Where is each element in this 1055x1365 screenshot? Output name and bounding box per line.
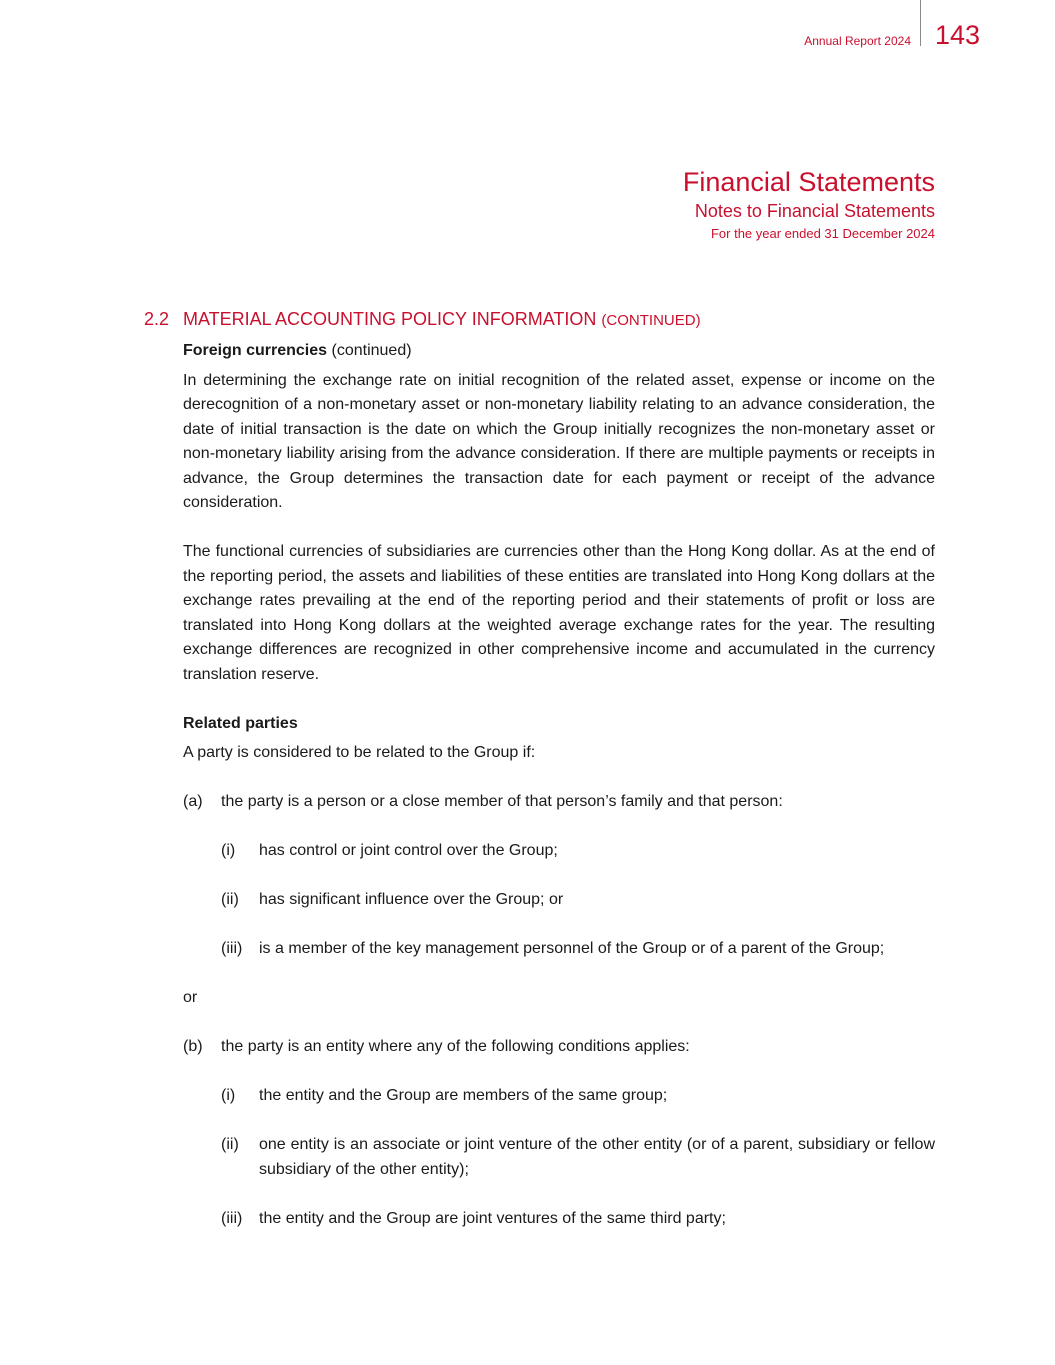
sub-list-item [221, 839, 935, 864]
subheading: Foreign currencies [183, 342, 328, 359]
or-connector: or [183, 989, 198, 1006]
sub-list-text: is a member of the key management personnel of the Group or of a parent of the Group; [259, 940, 885, 957]
list-label: (a) [183, 793, 203, 810]
section-number: 2.2 [144, 309, 170, 329]
section-title: MATERIAL ACCOUNTING POLICY INFORMATION [183, 309, 597, 329]
sub-list-label: (ii) [221, 1136, 239, 1153]
subheading-suffix: (continued) [331, 342, 412, 359]
sub-list-item [221, 1084, 935, 1109]
sub-list-label: (i) [221, 842, 236, 859]
related-parties-heading: Related parties [183, 714, 298, 732]
sub-list-label: (ii) [221, 891, 239, 908]
section-continued: (CONTINUED) [601, 312, 701, 329]
report-name: Annual Report 2024 [804, 34, 911, 48]
sub-list-text: the entity and the Group are joint ventures of the same third party; [259, 1209, 726, 1227]
sub-list-item [221, 937, 935, 962]
sub-list-text: one entity is an associate or joint venture of the other entity (or of a parent, subsidiary or fellow subsidiary of the other entity); [259, 1136, 935, 1178]
paragraph: The functional currencies of subsidiaries are currencies other than the Hong Kong dollar. As at the end of the reporting period, the assets and liabilities of these entities are translated into Hong Kong dollars at the exchange rates prevailing at the end of the reporting period and their statements of profit or loss are translated into Hong Kong dollars at the weighted average exchange rates for the year. The resulting exchange differences are recognized in other comprehensive income and accumulated in the currency translation reserve. [183, 543, 935, 683]
sub-list-text: has control or joint control over the Group; [259, 842, 558, 859]
title-block [683, 166, 935, 244]
page-number: 143 [935, 20, 981, 50]
list-label: (b) [183, 1038, 203, 1055]
sub-list-label: (iii) [221, 1209, 243, 1227]
body-content [183, 339, 935, 1231]
sub-list-label: (iii) [221, 940, 243, 957]
sub-list-text: the entity and the Group are members of the same group; [259, 1087, 668, 1104]
foreign-currencies-heading [183, 339, 935, 364]
sub-list-item [221, 888, 935, 913]
sub-list-item [221, 1207, 935, 1232]
sub-list-item [221, 1133, 935, 1182]
page-title: Financial Statements [682, 167, 935, 197]
section-heading [144, 309, 701, 330]
page-subtitle: Notes to Financial Statements [694, 201, 935, 221]
related-parties-intro: A party is considered to be related to the Group if: [183, 744, 536, 761]
paragraph: In determining the exchange rate on initial recognition of the related asset, expense or income on the derecognition of a non-monetary asset or non-monetary liability relating to an advance consideration, the date of initial transaction is the date on which the Group initially recognizes the non-monetary asset or non-monetary liability arising from the advance consideration. If there are multiple payments or receipts in advance, the Group determines the transaction date for each payment or receipt of the advance consideration. [183, 371, 935, 511]
list-item [183, 1035, 935, 1060]
header-divider [920, 0, 921, 46]
list-text: the party is an entity where any of the following conditions applies: [221, 1038, 690, 1055]
sub-list-label: (i) [221, 1087, 236, 1104]
period-label: For the year ended 31 December 2024 [710, 226, 935, 241]
list-item [183, 790, 935, 815]
sub-list-text: has significant influence over the Group; or [259, 891, 564, 908]
list-text: the party is a person or a close member of that person’s family and that person: [221, 793, 783, 810]
